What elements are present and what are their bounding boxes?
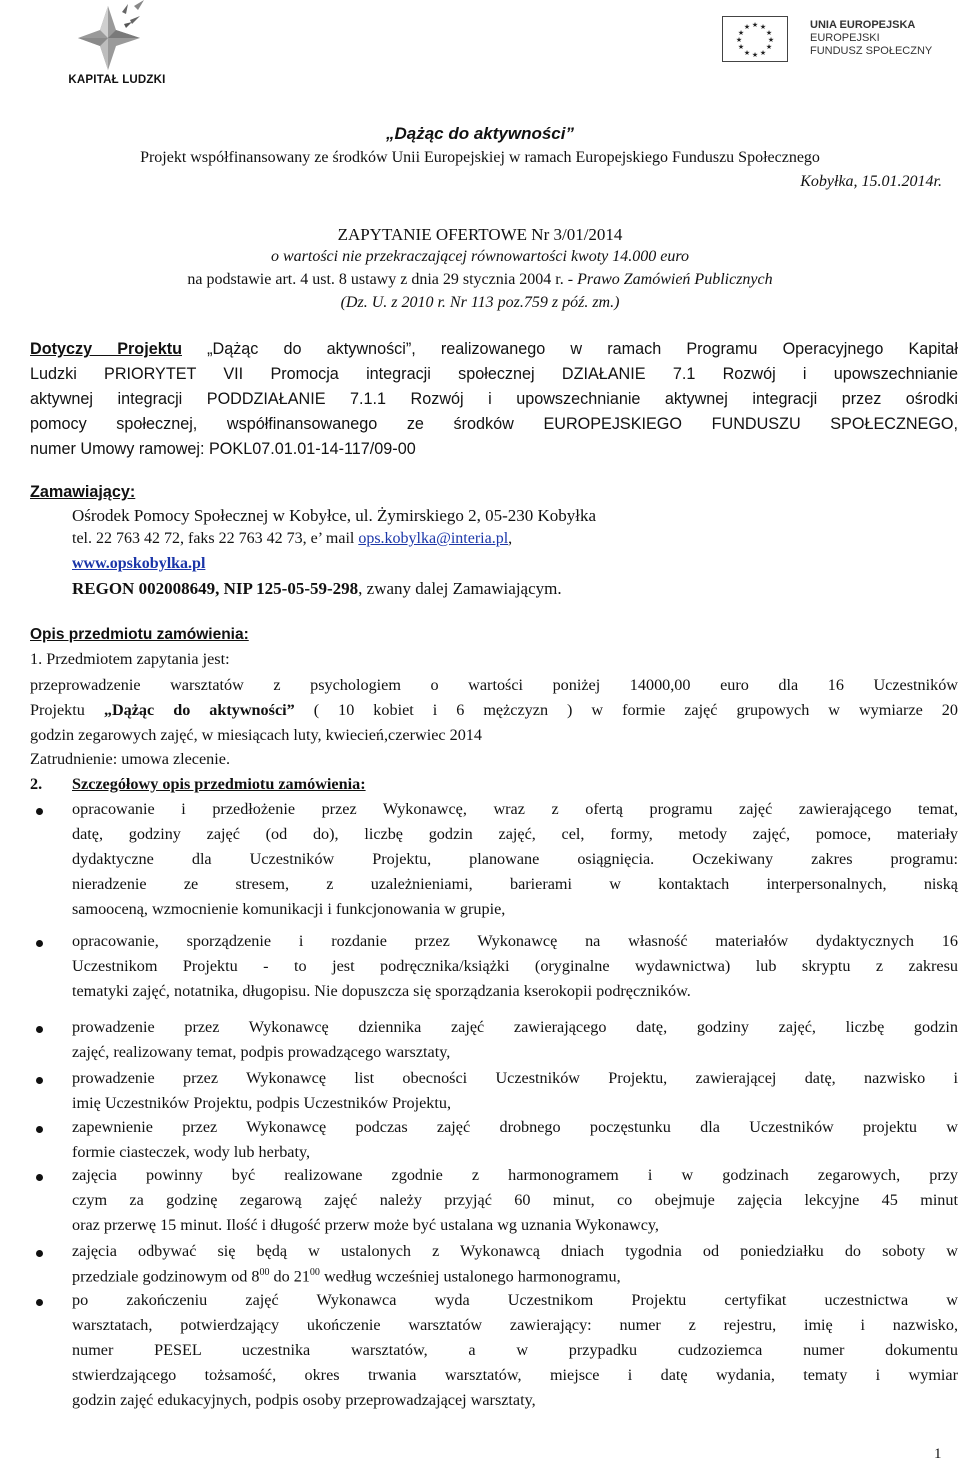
inquiry-line2a: na podstawie art. 4 ust. 8 ustawy z dnia 29 stycznia 2004 r. - [187,271,578,288]
bullet-dot-icon [36,940,43,947]
bullet-line: numer PESEL uczestnika warsztatów, a w przypadku cudzoziemca numer dokumentu [72,1341,958,1360]
contact-text: tel. 22 763 42 72, faks 22 763 42 73, e’ mail [72,530,359,547]
svg-text:★: ★ [751,21,759,29]
ordering-contact [72,530,512,548]
hours-sup1: 00 [259,1267,270,1278]
point1-heading [30,650,230,669]
bullet-line: formie ciasteczek, wody lub herbaty, [72,1143,311,1162]
svg-text:★: ★ [735,36,743,44]
inquiry-line2b: Prawo Zamówień Publicznych [577,271,773,288]
bullet-dot-icon [36,1026,43,1033]
bullet-line: prowadzenie przez Wykonawcę list obecności Uczestników Projektu, zawierającej datę, nazwisko i [72,1069,958,1087]
eu-text [810,19,932,58]
ordering-org: Ośrodek Pomocy Społecznej w Kobyłce, ul. Żymirskiego 2, 05-230 Kobyłka [72,506,597,525]
bullet-dot-icon [36,1174,43,1181]
concerns-line1-rest: „Dążąc do aktywności”, realizowanego w ramach Programu Operacyjnego Kapitał [207,340,958,358]
page-number: 1 [934,1446,942,1462]
p1-line2a: Projektu [30,701,104,719]
eu-logo [722,16,942,76]
point2-num: 2. [30,775,43,793]
regon-text: REGON 002008649, NIP 125-05-59-298 [72,579,359,598]
kapital-ludzki-emblem-icon [70,0,164,72]
inquiry-line3: (Dz. U. z 2010 r. Nr 113 poz.759 z póź. zm.) [340,294,620,311]
hours-line [72,1267,621,1286]
bullet-line: datę, godziny zajęć (od do), liczbę godzin zajęć, cel, formy, metody zajęć, pomoce, materiały [72,825,958,844]
www-line [72,555,205,573]
inquiry-line2 [0,271,960,289]
concerns-label: Dotyczy Projektu [30,340,182,358]
bullet-line: oraz przerwę 15 minut. Ilość i długość przerw może być ustalana wg uznania Wykonawcy, [72,1216,659,1235]
bullet-line: zajęcia powinny być realizowane zgodnie z harmonogramem i w godzinach zegarowych, przy [72,1166,958,1184]
regon-tail: , zwany dalej Zamawiającym. [358,579,562,598]
bullet-line: imię Uczestników Projektu, podpis Uczestników Projektu, [72,1094,451,1113]
bullet-line: prowadzenie przez Wykonawcę dziennika zajęć zawierającego datę, godziny zajęć, liczbę godzin [72,1018,958,1036]
concerns-line2: Ludzki PRIORYTET VII Promocja integracji społecznej DZIAŁANIE 7.1 Rozwój i upowszechnianie [30,365,958,383]
p1-line4: Zatrudnienie: umowa zlecenie. [30,750,231,768]
bullet-line: stwierdzającego tożsamość, okres trwania warsztatów, miejsce i datę wydania, tematy i wymiar [72,1366,958,1385]
inquiry-line1: o wartości nie przekraczającej równowartości kwoty 14.000 euro [270,248,690,265]
p1-line1: przeprowadzenie warsztatów z psychologiem o wartości poniżej 14000,00 euro dla 16 Uczestników [30,676,958,694]
svg-text:★: ★ [759,49,767,57]
bullet-dot-icon [36,1126,43,1133]
svg-text:★: ★ [765,29,773,37]
subject-label: Opis przedmiotu zamówienia: [30,626,249,643]
eu-line1: UNIA EUROPEJSKA [810,19,916,31]
concerns-line4: pomocy społecznej, współfinansowanego ze środków EUROPEJSKIEGO FUNDUSZU SPOŁECZNEGO, [30,415,958,433]
eu-line2: EUROPEJSKI [810,32,880,44]
bullet-dot-icon [36,1250,43,1257]
regon-line [72,579,562,599]
bullet-line: czym za godzinę zegarową zajęć należy przyjąć 60 minut, co obejmuje zajęcia lekcyjne 45 minut [72,1191,958,1210]
svg-text:★: ★ [743,49,751,57]
bullet-line: nieradzenie ze stresem, z uzależnieniami, barierami w kontaktach interpersonalnych, niską [72,875,958,894]
ordering-label: Zamawiający: [30,483,136,501]
contact-comma: , [508,530,513,547]
bullet-line: samooceną, wzmocnienie komunikacji i funkcjonowania w grupie, [72,900,506,919]
bullet-line: zajęć, realizowany temat, podpis prowadzącego warsztaty, [72,1043,451,1062]
eu-line3: FUNDUSZ SPOŁECZNY [810,45,933,57]
bullet-dot-icon [36,1077,43,1084]
hours-b: do 21 [269,1267,310,1286]
bullet-line: zajęcia odbywać się będą w ustalonych z Wykonawcą dniach tygodnia od poniedziałku do soboty w [72,1242,958,1260]
p1-line2b: „Dążąc do aktywności” [103,701,295,719]
hours-a: przedziale godzinowym od 8 [72,1267,260,1286]
svg-text:★: ★ [759,23,767,31]
inquiry-heading: ZAPYTANIE OFERTOWE Nr 3/01/2014 [337,225,623,244]
bullet-line: po zakończeniu zajęć Wykonawca wyda Uczestnikom Projektu certyfikat uczestnictwa w [72,1291,958,1309]
svg-text:★: ★ [737,43,745,51]
bullet-line: tematyki zajęć, notatnika, długopisu. Nie dopuszcza się sporządzania kserokopii podręczników. [72,982,691,1001]
cofinance-line: Projekt współfinansowany ze środków Unii Europejskiej w ramach Europejskiego Funduszu Społecznego [140,149,820,166]
bullet-line: Uczestnikom Projektu - to jest podręcznika/książki (oryginalne wydawnictwa) lub skryptu z zakresu [72,957,958,976]
concerns-line1 [30,340,958,359]
bullet-dot-icon [36,808,43,815]
bullet-line: opracowanie, sporządzenie i rozdanie przez Wykonawcę na własność materiałów dydaktycznych 16 [72,932,958,950]
place-date: Kobyłka, 15.01.2014r. [800,173,942,190]
svg-text:★: ★ [751,51,759,59]
hours-c: według wcześniej ustalonego harmonogramu, [319,1267,621,1286]
email-link[interactable]: ops.kobylka@interia.pl [358,530,509,547]
point1-num: 1. [30,650,43,668]
point1-title: Przedmiotem zapytania jest: [46,650,230,668]
svg-text:★: ★ [765,43,773,51]
logo-left-caption: KAPITAŁ LUDZKI [68,74,166,86]
concerns-line5: numer Umowy ramowej: POKL07.01.01-14-117/09-00 [30,440,416,458]
svg-text:★: ★ [767,36,775,44]
concerns-line3: aktywnej integracji PODDZIAŁANIE 7.1.1 Rozwój i upowszechnianie aktywnej integracji przez ośrodki [30,390,958,408]
p1-line3: godzin zegarowych zajęć, w miesiącach luty, kwiecień,czerwiec 2014 [30,726,482,744]
p1-line2 [30,701,958,720]
kapital-ludzki-logo [62,0,192,95]
svg-text:★: ★ [743,23,751,31]
hours-sup2: 00 [309,1267,320,1278]
bullet-line: godzin zajęć edukacyjnych, podpis osoby przeprowadzającej warsztaty, [72,1391,536,1410]
eu-flag-icon [722,16,788,62]
point2-title: Szczegółowy opis przedmiotu zamówienia: [72,775,366,793]
www-link[interactable]: www.opskobylka.pl [72,555,206,572]
bullet-line: dydaktyczne dla Uczestników Projektu, planowane osiągnięcia. Oczekiwany zakres programu: [72,850,958,869]
project-name: „Dążąc do aktywności” [385,124,574,143]
bullet-line: warsztatach, potwierdzający ukończenie warsztatów zawierający: numer z rejestru, imię i nazwisko, [72,1316,958,1335]
p1-line2c: ( 10 kobiet i 6 mężczyzn ) w formie zajęć grupowych w wymiarze 20 [294,701,958,719]
bullet-line: opracowanie i przedłożenie przez Wykonawcę, wraz z ofertą programu zajęć zawierającego temat, [72,800,958,818]
bullet-dot-icon [36,1299,43,1306]
svg-text:★: ★ [737,29,745,37]
bullet-line: zapewnienie przez Wykonawcę podczas zajęć drobnego poczęstunku dla Uczestników projektu w [72,1118,958,1136]
point2-heading [30,775,366,794]
